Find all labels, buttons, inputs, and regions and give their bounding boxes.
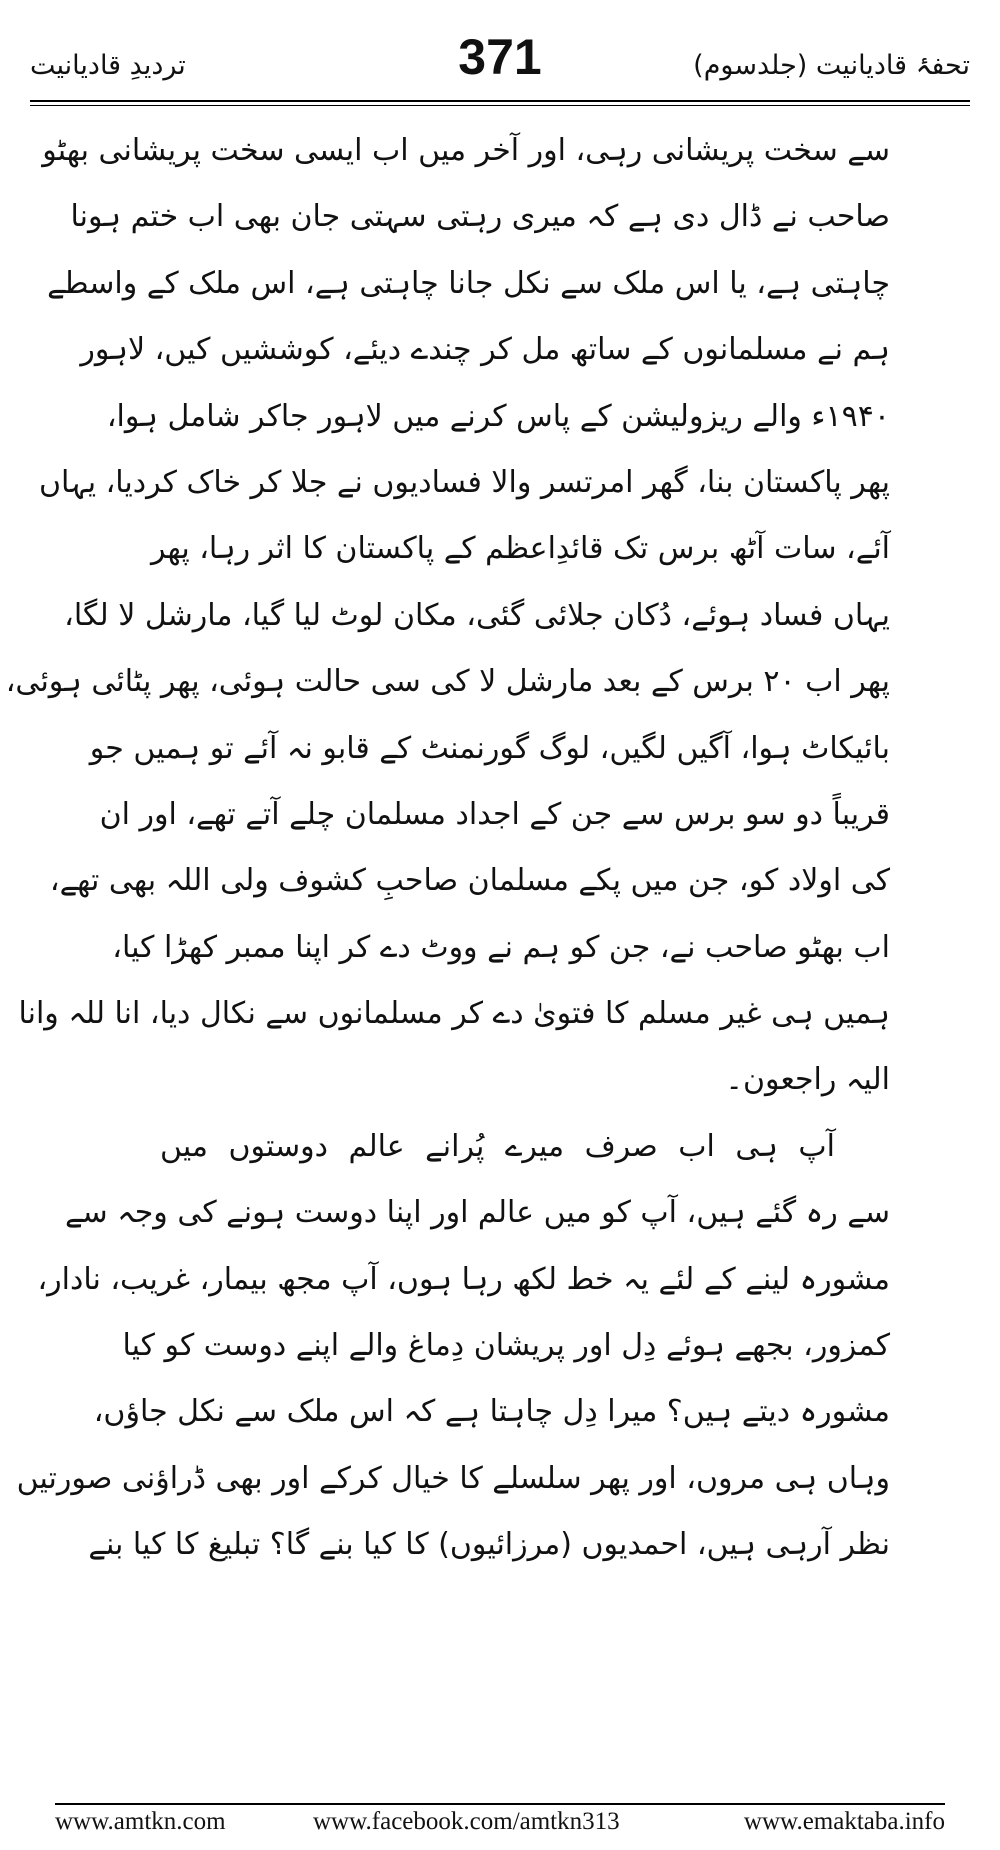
text-line: ہم نے مسلمانوں کے ساتھ مل کر چندے دیئے، کوششیں کیں، لاہور: [80, 332, 890, 368]
page-number: 371: [458, 29, 542, 85]
footer-link-facebook[interactable]: www.facebook.com/amtkn313: [313, 1808, 620, 1835]
text-line: ہمیں ہی غیر مسلم کا فتویٰ دے کر مسلمانوں سے نکال دیا، انا للہ وانا: [18, 996, 890, 1032]
page-body: [5, 118, 890, 1579]
text-line: آئے، سات آٹھ برس تک قائدِاعظم کے پاکستان کا اثر رہا، پھر: [150, 531, 890, 567]
section-title: تردیدِ قادیانیت: [30, 50, 186, 81]
text-line: سے سخت پریشانی رہی، اور آخر میں اب ایسی سخت پریشانی بھٹو: [42, 133, 890, 168]
book-title: تحفۂ قادیانیت (جلدسوم): [693, 50, 970, 81]
text-line: پھر پاکستان بنا، گھر امرتسر والا فسادیوں نے جلا کر خاک کردیا، یہاں: [38, 464, 890, 500]
text-line: اب بھٹو صاحب نے، جن کو ہم نے ووٹ دے کر اپنا ممبر کھڑا کیا،: [112, 929, 890, 965]
text-line: یہاں فساد ہوئے، دُکان جلائی گئی، مکان لوٹ لیا گیا، مارشل لا لگا،: [64, 597, 890, 633]
text-line: قریباً دو سو برس سے جن کے اجداد مسلمان چلے آتے تھے، اور ان: [99, 796, 890, 832]
text-line: مشورہ لینے کے لئے یہ خط لکھ رہا ہوں، آپ مجھ بیمار، غریب، نادار،: [37, 1261, 890, 1297]
text-line: مشورہ دیتے ہیں؟ میرا دِل چاہتا ہے کہ اس ملک سے نکل جاؤں،: [93, 1394, 890, 1430]
text-line: کمزور، بجھے ہوئے دِل اور پریشان دِماغ والے اپنے دوست کو کیا: [122, 1328, 890, 1364]
text-line: وہاں ہی مروں، اور پھر سلسلے کا خیال کرکے اور بھی ڈراؤنی صورتیں: [16, 1460, 890, 1496]
text-line: کی اولاد کو، جن میں پکے مسلمان صاحبِ کشوف ولی اللہ بھی تھے،: [49, 863, 890, 899]
text-line: آپ ہی اب صرف میرے پُرانے عالم دوستوں میں: [160, 1128, 835, 1164]
text-line: نظر آرہی ہیں، احمدیوں (مرزائیوں) کا کیا بنے گا؟ تبلیغ کا کیا بنے: [88, 1527, 890, 1563]
paragraph: [5, 118, 890, 1114]
text-line: الیہ راجعون۔: [725, 1062, 890, 1098]
footer-link-amtkn[interactable]: www.amtkn.com: [55, 1808, 226, 1835]
header-rule: [30, 100, 970, 102]
footer-rule: [55, 1803, 945, 1805]
page-header: [30, 28, 970, 98]
header-rule-thin: [30, 105, 970, 106]
paragraph: [16, 1114, 890, 1579]
footer-link-emaktaba[interactable]: www.emaktaba.info: [743, 1808, 945, 1835]
text-line: سے رہ گئے ہیں، آپ کو میں عالم اور اپنا دوست ہونے کی وجہ سے: [64, 1195, 890, 1231]
text-line: بائیکاٹ ہوا، آگیں لگیں، لوگ گورنمنٹ کے قابو نہ آئے تو ہمیں جو: [89, 730, 890, 766]
text-line: صاحب نے ڈال دی ہے کہ میری رہتی سہتی جان بھی اب ختم ہونا: [70, 199, 890, 235]
text-line: چاہتی ہے، یا اس ملک سے نکل جانا چاہتی ہے، اس ملک کے واسطے: [47, 265, 890, 301]
text-line: پھر اب ۲۰ برس کے بعد مارشل لا کی سی حالت ہوئی، پھر پٹائی ہوئی،: [5, 664, 890, 700]
text-line: ۱۹۴۰ء والے ریزولیشن کے پاس کرنے میں لاہور جاکر شامل ہوا،: [106, 398, 890, 434]
